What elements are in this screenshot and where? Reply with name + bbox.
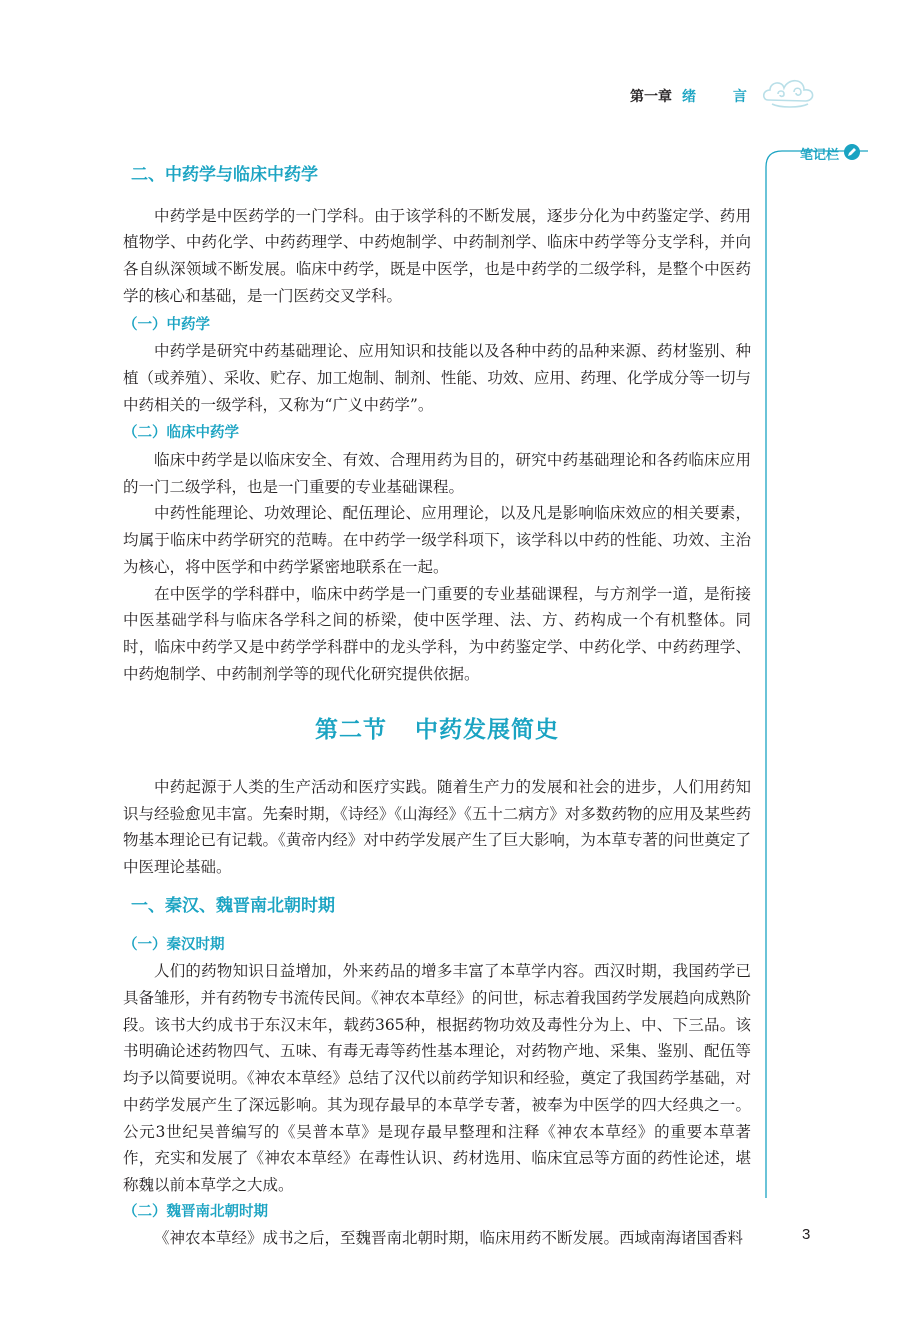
paragraph: 《神农本草经》成书之后，至魏晋南北朝时期，临床用药不断发展。西域南海诸国香料 [154,1229,744,1248]
paragraph: 中药学是中医药学的一门学科。由于该学科的不断发展，逐步分化为中药鉴定学、药用植物学、中药化学、中药药理学、中药炮制学、中药制剂学、临床中药学等分支学科，并向各自纵深领域不断发展。临床中药学，既是中医学，也是中药学的二级学科，是整个中医药学的核心和基础，是一门医药交叉学科。 [123,206,751,305]
page-number: 3 [802,1226,811,1243]
pen-circle-icon [843,143,861,161]
subsection-heading: （二）魏晋南北朝时期 [123,1203,268,1220]
notes-column-label: 笔记栏 [800,148,840,163]
paragraph: 中药性能理论、功效理论、配伍理论、应用理论，以及凡是影响临床效应的相关要素，均属于临床中药学研究的范畴。在中药学一级学科项下，该学科以中药的性能、功效、主治为核心，将中医学和中药学紧密地联系在一起。 [123,504,751,576]
subsection-heading: （一）中药学 [123,316,210,333]
period-heading: 一、秦汉、魏晋南北朝时期 [131,895,335,916]
paragraph: 人们的药物知识日益增加，外来药品的增多丰富了本草学内容。西汉时期，我国药学已具备雏形，并有药物专书流传民间。《神农本草经》的问世，标志着我国药学发展趋向成熟阶段。该书大约成书于东汉末年，载药365种，根据药物功效及毒性分为上、中、下三品。该书明确论述药物四气、五味、有毒无毒等药性基本理论，对药物产地、采集、鉴别、配伍等均予以简要说明。《神农本草经》总结了汉代以前药学知识和经验，奠定了我国药学基础，对中药学发展产生了深远影响。其为现存最早的本草学专著，被奉为中医学的四大经典之一。公元3世纪吴普编写的《吴普本草》是现存最早整理和注释《神农本草经》的重要本草著作，充实和发展了《神农本草经》在毒性认识、药材选用、临床宜忌等方面的药性论述，堪称魏以前本草学之大成。 [123,962,751,1194]
chapter-title: 绪 言 [682,89,763,105]
section-name: 中药发展简史 [415,717,559,744]
paragraph: 中药起源于人类的生产活动和医疗实践。随着生产力的发展和社会的进步，人们用药知识与经验愈见丰富。先秦时期，《诗经》《山海经》《五十二病方》对多数药物的应用及某些药物基本理论已有记载。《黄帝内经》对中药学发展产生了巨大影响，为本草专著的问世奠定了中医理论基础。 [123,778,751,877]
section-title [123,717,751,744]
paragraph: 临床中药学是以临床安全、有效、合理用药为目的，研究中药基础理论和各药临床应用的一门二级学科，也是一门重要的专业基础课程。 [123,451,751,496]
subsection-heading: （一）秦汉时期 [123,936,225,953]
paragraph: 在中医学的学科群中，临床中药学是一门重要的专业基础课程，与方剂学一道，是衔接中医基础学科与临床各学科之间的桥梁，使中医学理、法、方、药构成一个有机整体。同时，临床中药学又是中药学学科群中的龙头学科，为中药鉴定学、中药化学、中药药理学、中药炮制学、中药制剂学等的现代化研究提供依据。 [123,584,751,683]
page-body [123,160,751,1252]
subsection-heading: （二）临床中药学 [123,425,239,442]
paragraph: 中药学是研究中药基础理论、应用知识和技能以及各种中药的品种来源、药材鉴别、种植（或养殖）、采收、贮存、加工炮制、制剂、性能、功效、应用、药理、化学成分等一切与中药相关的一级学科，又称为“广义中药学”。 [123,342,751,414]
section-heading: 二、中药学与临床中药学 [131,165,318,185]
section-number: 第二节 [315,717,387,744]
chapter-number: 第一章 [630,89,672,105]
